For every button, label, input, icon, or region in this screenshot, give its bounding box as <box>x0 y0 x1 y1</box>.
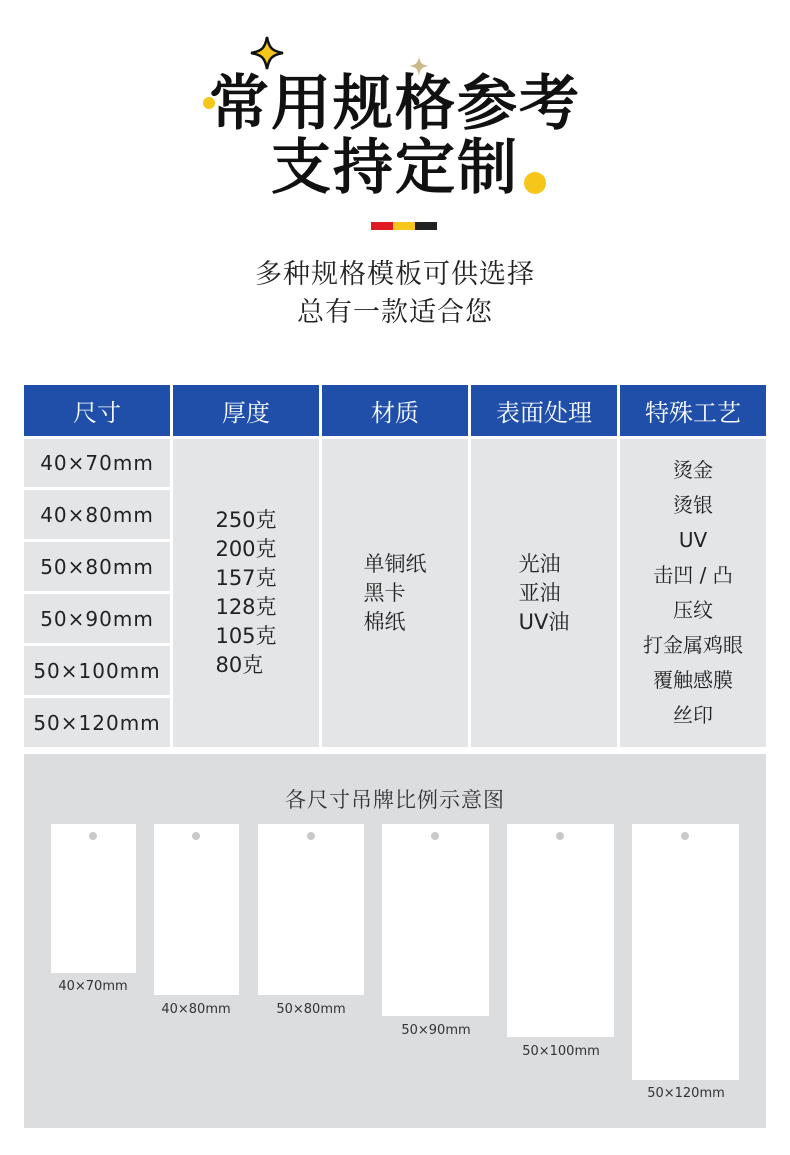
material-cell <box>322 439 468 747</box>
tricolor-divider <box>371 222 437 230</box>
page-title-line2: 支持定制 <box>271 133 519 203</box>
tag-hole-icon <box>307 832 315 840</box>
tag-50x100 <box>507 824 614 1037</box>
page-title-line1: 常用规格参考 <box>209 69 581 139</box>
thickness-cell <box>173 439 319 747</box>
thickness-item: 128克 <box>215 595 277 619</box>
craft-cell <box>620 439 766 747</box>
craft-item: 烫银 <box>673 493 713 517</box>
thickness-item: 105克 <box>215 624 277 648</box>
craft-item: 打金属鸡眼 <box>643 633 743 657</box>
tag-40x80 <box>154 824 239 995</box>
spec-table <box>24 385 766 747</box>
material-item: 棉纸 <box>363 609 406 634</box>
craft-item: 丝印 <box>673 703 713 727</box>
thickness-item: 157克 <box>215 566 277 590</box>
tag-40x70 <box>51 824 136 973</box>
header-craft: 特殊工艺 <box>620 385 766 436</box>
tag-hole-icon <box>192 832 200 840</box>
surface-item: UV油 <box>518 609 570 634</box>
material-list <box>364 550 427 637</box>
header-material: 材质 <box>322 385 468 436</box>
size-cell: 40×70mm <box>24 439 170 487</box>
craft-item: 覆触感膜 <box>653 668 733 692</box>
surface-item: 光油 <box>518 551 561 576</box>
size-cell: 50×80mm <box>24 542 170 591</box>
craft-item: UV <box>678 528 708 552</box>
size-cell: 50×120mm <box>24 698 170 747</box>
tag-hole-icon <box>556 832 564 840</box>
surface-cell <box>471 439 617 747</box>
tag-hole-icon <box>89 832 97 840</box>
header-thickness: 厚度 <box>173 385 319 436</box>
tag-hole-icon <box>681 832 689 840</box>
divider-yellow <box>393 222 415 230</box>
tag-label: 50×80mm <box>276 1002 346 1017</box>
tag-50x80 <box>258 824 364 995</box>
tag-label: 40×70mm <box>58 979 128 994</box>
size-cell: 50×90mm <box>24 594 170 643</box>
header-size: 尺寸 <box>24 385 170 436</box>
tag-label: 50×90mm <box>401 1023 471 1038</box>
tag-proportion-diagram <box>24 754 766 1128</box>
material-item: 黑卡 <box>363 580 406 605</box>
craft-item: 压纹 <box>673 598 713 622</box>
divider-black <box>415 222 437 230</box>
craft-item: 击凹 / 凸 <box>653 563 733 587</box>
size-cell: 50×100mm <box>24 646 170 695</box>
surface-item: 亚油 <box>518 580 561 605</box>
thickness-item: 250克 <box>215 508 277 532</box>
material-item: 单铜纸 <box>363 551 427 576</box>
size-cell: 40×80mm <box>24 490 170 539</box>
thickness-list <box>215 506 276 680</box>
surface-list <box>519 550 570 637</box>
divider-red <box>371 222 393 230</box>
tag-label: 50×120mm <box>647 1086 725 1101</box>
tag-hole-icon <box>431 832 439 840</box>
craft-list <box>643 453 743 733</box>
tag-50x90 <box>382 824 489 1016</box>
thickness-item: 200克 <box>215 537 277 561</box>
tag-50x120 <box>632 824 739 1080</box>
header-surface: 表面处理 <box>471 385 617 436</box>
thickness-item: 80克 <box>215 653 264 677</box>
subtitle-line1: 多种规格模板可供选择 <box>255 259 535 290</box>
diagram-title: 各尺寸吊牌比例示意图 <box>285 788 505 812</box>
craft-item: 烫金 <box>673 458 713 482</box>
tag-label: 50×100mm <box>522 1044 600 1059</box>
tag-label: 40×80mm <box>161 1002 231 1017</box>
sparkle-star-icon <box>250 36 284 70</box>
subtitle-line2: 总有一款适合您 <box>297 297 493 328</box>
